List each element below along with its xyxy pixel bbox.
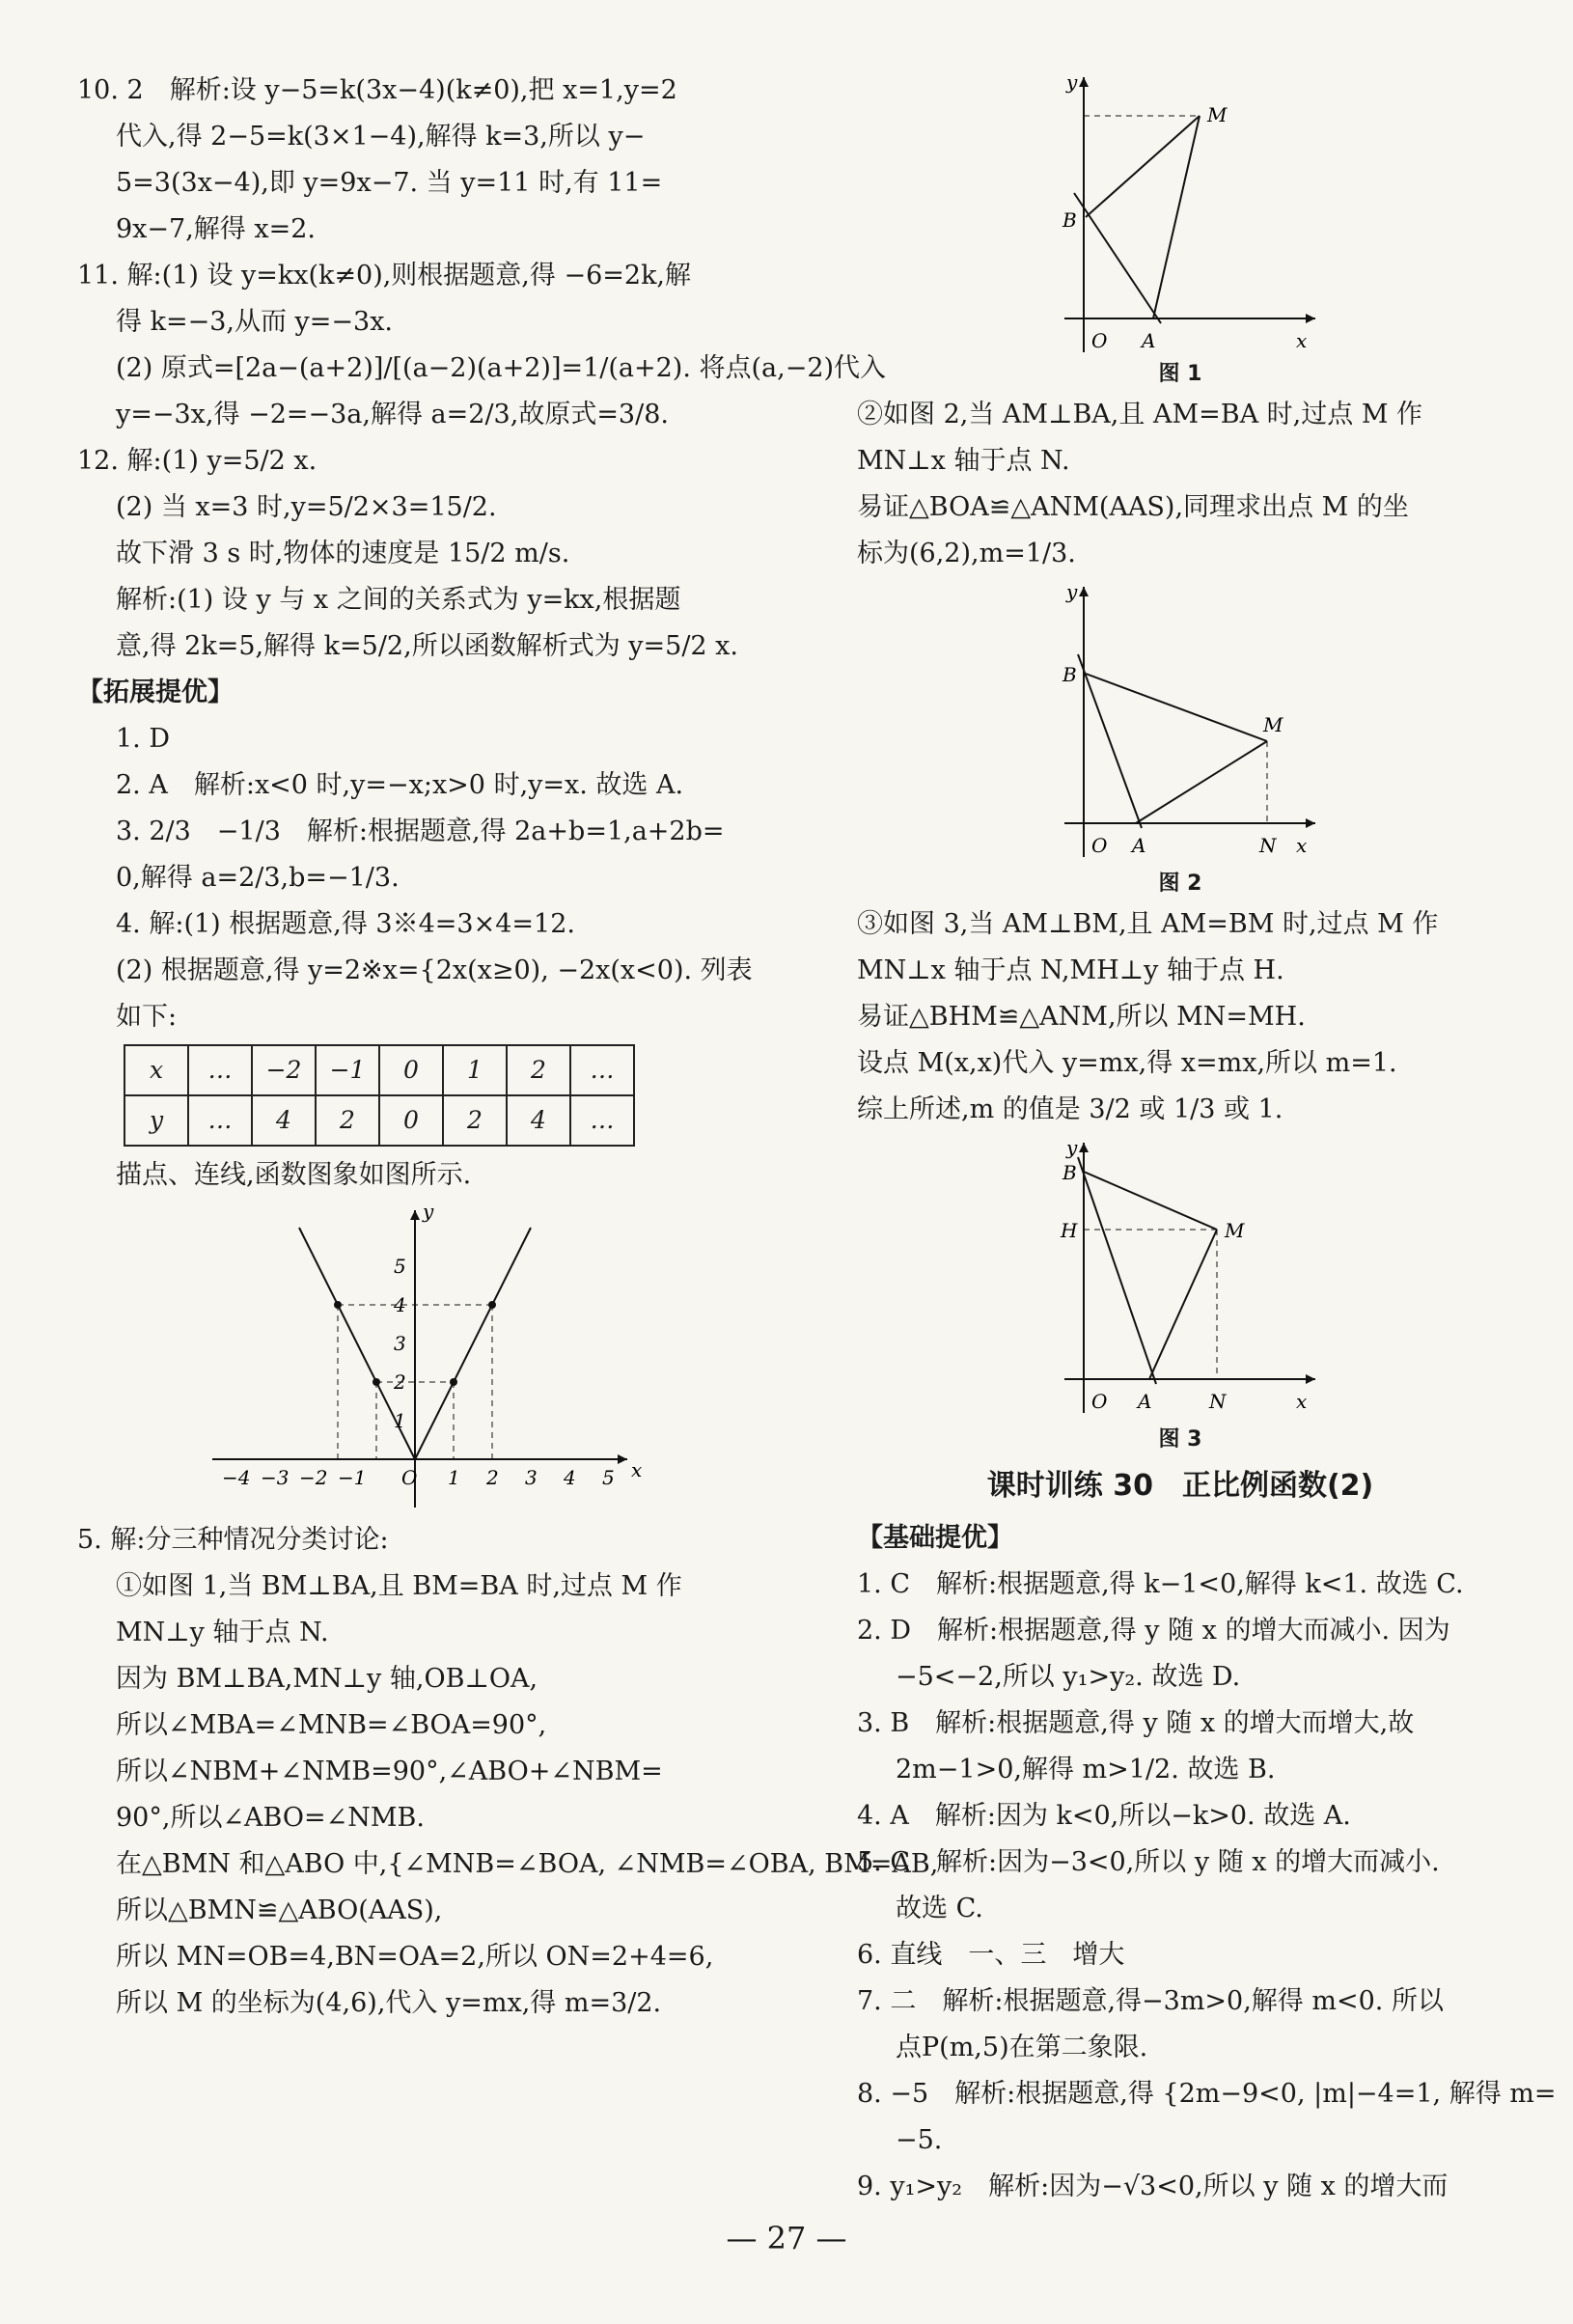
- basic-q8-line2: −5.: [896, 2125, 943, 2155]
- x-axis-arrow: [1306, 1374, 1315, 1384]
- table-cell: y: [124, 1095, 188, 1146]
- basic-q3-line2: 2m−1>0,解得 m>1/2. 故选 B.: [896, 1755, 1276, 1784]
- label-B: B: [1062, 1161, 1077, 1184]
- basic-q8-line1: 8. −5 解析:根据题意,得 {2m−9<0, |m|−4=1, 解得 m=: [857, 2079, 1557, 2109]
- label-N: N: [1209, 1390, 1227, 1413]
- graph-right-ray: [415, 1228, 531, 1459]
- case3-line3: 易证△BHM≌△ANM,所以 MN=MH.: [857, 1002, 1306, 1032]
- point: [373, 1378, 380, 1386]
- y-axis-arrow: [410, 1210, 420, 1220]
- page-number: — 27 —: [726, 2220, 847, 2256]
- q10-line2: 代入,得 2−5=k(3×1−4),解得 k=3,所以 y−: [116, 122, 646, 152]
- q10-line1: 10. 2 解析:设 y−5=k(3x−4)(k≠0),把 x=1,y=2: [77, 75, 677, 105]
- label-O: O: [1091, 329, 1108, 352]
- ext-q4-line3: 如下:: [116, 1002, 178, 1032]
- x-axis-arrow: [618, 1454, 627, 1464]
- q11-line3: (2) 原式=[2a−(a+2)]/[(a−2)(a+2)]=1/(a+2). 将点(a,−2)代入: [116, 353, 887, 383]
- tick-label: 4: [394, 1293, 406, 1316]
- tick-label: −4: [222, 1466, 251, 1489]
- q5-line3: MN⊥y 轴于点 N.: [116, 1618, 329, 1647]
- point: [488, 1301, 496, 1309]
- q12-line1: 12. 解:(1) y=5/2 x.: [77, 446, 317, 476]
- case3-line1: ③如图 3,当 AM⊥BM,且 AM=BM 时,过点 M 作: [857, 909, 1439, 939]
- table-row: [124, 1045, 634, 1095]
- tick-label: −3: [261, 1466, 290, 1489]
- figure-1: [1035, 68, 1325, 357]
- table-cell: …: [570, 1045, 634, 1095]
- ext-q4-line2: (2) 根据题意,得 y=2※x={2x(x≥0), −2x(x<0). 列表: [116, 955, 753, 985]
- tick-label: 1: [394, 1409, 406, 1432]
- table-cell: −1: [316, 1045, 379, 1095]
- label-A: A: [1132, 834, 1146, 857]
- q5-line6: 所以∠NBM+∠NMB=90°,∠ABO+∠NBM=: [116, 1757, 663, 1786]
- x-axis-arrow: [1306, 314, 1315, 323]
- label-y: y: [1066, 1136, 1078, 1159]
- table-cell: 1: [443, 1045, 507, 1095]
- ext-q2: 2. A 解析:x<0 时,y=−x;x>0 时,y=x. 故选 A.: [116, 770, 684, 800]
- label-B: B: [1062, 208, 1077, 232]
- case3-line4: 设点 M(x,x)代入 y=mx,得 x=mx,所以 m=1.: [857, 1048, 1397, 1078]
- section-heading-tuozhan: 【拓展提优】: [77, 678, 234, 707]
- segment-BM: [1086, 674, 1267, 741]
- ext-q3-line1: 3. 2/3 −1/3 解析:根据题意,得 2a+b=1,a+2b=: [116, 816, 725, 846]
- basic-q5-line2: 故选 C.: [896, 1894, 983, 1923]
- axis-label: x: [631, 1458, 643, 1481]
- label-N: N: [1259, 834, 1277, 857]
- label-O: O: [1091, 1390, 1108, 1413]
- basic-q7-line1: 7. 二 解析:根据题意,得−3m>0,解得 m<0. 所以: [857, 1986, 1444, 2016]
- table-cell: …: [570, 1095, 634, 1146]
- table-cell: …: [188, 1045, 252, 1095]
- case2-line2: MN⊥x 轴于点 N.: [857, 446, 1070, 476]
- segment-MA: [1136, 741, 1267, 823]
- tick-label: 1: [448, 1466, 460, 1489]
- q5-line4: 因为 BM⊥BA,MN⊥y 轴,OB⊥OA,: [116, 1664, 538, 1694]
- label-M: M: [1225, 1219, 1245, 1242]
- basic-q3-line1: 3. B 解析:根据题意,得 y 随 x 的增大而增大,故: [857, 1708, 1415, 1738]
- table-cell: 4: [507, 1095, 570, 1146]
- segment-MA: [1149, 1230, 1217, 1379]
- table-cell: 2: [507, 1045, 570, 1095]
- basic-q9: 9. y₁>y₂ 解析:因为−√3<0,所以 y 随 x 的增大而: [857, 2172, 1449, 2201]
- case2-line3: 易证△BOA≌△ANM(AAS),同理求出点 M 的坐: [857, 492, 1409, 522]
- q12-line3: 故下滑 3 s 时,物体的速度是 15/2 m/s.: [116, 539, 570, 568]
- ext-q4-line1: 4. 解:(1) 根据题意,得 3※4=3×4=12.: [116, 909, 575, 939]
- table-cell: 0: [379, 1095, 443, 1146]
- tick-label: O: [401, 1466, 418, 1489]
- basic-q6: 6. 直线 一、三 增大: [857, 1940, 1125, 1970]
- q5-line9: 所以△BMN≌△ABO(AAS),: [116, 1895, 443, 1925]
- ext-q1: 1. D: [116, 724, 170, 754]
- label-M: M: [1263, 713, 1283, 736]
- case2-line4: 标为(6,2),m=1/3.: [857, 539, 1076, 568]
- label-x: x: [1296, 329, 1308, 352]
- segment-BM: [1084, 1172, 1217, 1230]
- label-A: A: [1142, 329, 1156, 352]
- ext-q3-line2: 0,解得 a=2/3,b=−1/3.: [116, 863, 400, 893]
- tick-label: 3: [394, 1332, 406, 1355]
- section-heading-jichu: 【基础提优】: [857, 1523, 1013, 1553]
- point: [334, 1301, 342, 1309]
- q10-line3: 5=3(3x−4),即 y=9x−7. 当 y=11 时,有 11=: [116, 168, 663, 198]
- tick-label: 5: [394, 1255, 406, 1278]
- q11-line2: 得 k=−3,从而 y=−3x.: [116, 307, 394, 337]
- figure-2-caption: 图 2: [1158, 872, 1202, 896]
- y-axis-arrow: [1079, 587, 1089, 596]
- lesson-title: 课时训练 30 正比例函数(2): [986, 1469, 1374, 1503]
- y-axis-arrow: [1079, 77, 1089, 87]
- table-cell: 4: [252, 1095, 316, 1146]
- table-row: [124, 1095, 634, 1146]
- table-cell: 0: [379, 1045, 443, 1095]
- q12-line2: (2) 当 x=3 时,y=5/2×3=15/2.: [116, 492, 497, 522]
- q5-line5: 所以∠MBA=∠MNB=∠BOA=90°,: [116, 1710, 547, 1740]
- label-B: B: [1062, 663, 1077, 686]
- label-x: x: [1296, 1390, 1308, 1413]
- q12-line5: 意,得 2k=5,解得 k=5/2,所以函数解析式为 y=5/2 x.: [116, 631, 738, 661]
- segment-BM: [1086, 116, 1200, 217]
- q5-line2: ①如图 1,当 BM⊥BA,且 BM=BA 时,过点 M 作: [116, 1571, 682, 1601]
- basic-q1: 1. C 解析:根据题意,得 k−1<0,解得 k<1. 故选 C.: [857, 1569, 1464, 1599]
- case3-line2: MN⊥x 轴于点 N,MH⊥y 轴于点 H.: [857, 955, 1284, 985]
- segment-MA: [1153, 116, 1200, 318]
- basic-q7-line2: 点P(m,5)在第二象限.: [896, 2033, 1148, 2062]
- q5-line1: 5. 解:分三种情况分类讨论:: [77, 1525, 389, 1555]
- basic-q4: 4. A 解析:因为 k<0,所以−k>0. 故选 A.: [857, 1801, 1351, 1831]
- q5-line7: 90°,所以∠ABO=∠NMB.: [116, 1803, 425, 1833]
- value-table: [124, 1044, 635, 1147]
- label-y: y: [1066, 580, 1078, 603]
- abs-value-graph: [203, 1199, 647, 1517]
- q11-line1: 11. 解:(1) 设 y=kx(k≠0),则根据题意,得 −6=2k,解: [77, 261, 692, 290]
- point: [450, 1378, 457, 1386]
- table-cell: x: [124, 1045, 188, 1095]
- figure-2: [1035, 577, 1325, 867]
- line-BA: [1078, 654, 1142, 828]
- table-cell: 2: [443, 1095, 507, 1146]
- basic-q5-line1: 5. C 解析:因为−3<0,所以 y 随 x 的增大而减小.: [857, 1847, 1440, 1877]
- q5-line11: 所以 M 的坐标为(4,6),代入 y=mx,得 m=3/2.: [116, 1988, 662, 2018]
- tick-label: 5: [602, 1466, 615, 1489]
- q11-line4: y=−3x,得 −2=−3a,解得 a=2/3,故原式=3/8.: [116, 400, 669, 429]
- q5-line8: 在△BMN 和△ABO 中,{∠MNB=∠BOA, ∠NMB=∠OBA, BM=AB,: [116, 1849, 939, 1879]
- basic-q2-line1: 2. D 解析:根据题意,得 y 随 x 的增大而减小. 因为: [857, 1616, 1450, 1646]
- right-column: [857, 68, 1557, 2210]
- line-BA: [1074, 193, 1161, 323]
- tick-label: −1: [338, 1466, 367, 1489]
- label-H: H: [1061, 1219, 1078, 1242]
- table-cell: 2: [316, 1095, 379, 1146]
- figure-3-caption: 图 3: [1158, 1427, 1202, 1452]
- label-A: A: [1138, 1390, 1152, 1413]
- tick-label: 2: [394, 1370, 406, 1394]
- label-O: O: [1091, 834, 1108, 857]
- label-y: y: [1066, 70, 1078, 94]
- line-BA: [1078, 1157, 1156, 1384]
- label-M: M: [1207, 103, 1228, 126]
- label-x: x: [1296, 834, 1308, 857]
- q10-line4: 9x−7,解得 x=2.: [116, 214, 316, 244]
- q12-line4: 解析:(1) 设 y 与 x 之间的关系式为 y=kx,根据题: [116, 585, 681, 615]
- x-axis-arrow: [1306, 818, 1315, 828]
- table-cell: …: [188, 1095, 252, 1146]
- figure-1-caption: 图 1: [1158, 362, 1202, 386]
- case3-line5: 综上所述,m 的值是 3/2 或 1/3 或 1.: [857, 1094, 1283, 1124]
- tick-label: 2: [486, 1466, 499, 1489]
- y-axis-arrow: [1079, 1143, 1089, 1152]
- q5-line10: 所以 MN=OB=4,BN=OA=2,所以 ON=2+4=6,: [116, 1942, 714, 1972]
- basic-q2-line2: −5<−2,所以 y₁>y₂. 故选 D.: [896, 1662, 1241, 1692]
- tick-label: 3: [525, 1466, 538, 1489]
- case2-line1: ②如图 2,当 AM⊥BA,且 AM=BA 时,过点 M 作: [857, 400, 1423, 429]
- table-cell: −2: [252, 1045, 316, 1095]
- tick-label: −2: [299, 1466, 328, 1489]
- tick-label: 4: [564, 1466, 576, 1489]
- axis-label: y: [423, 1200, 434, 1223]
- ext-q4-line4: 描点、连线,函数图象如图所示.: [116, 1160, 472, 1190]
- figure-3: [1035, 1133, 1325, 1423]
